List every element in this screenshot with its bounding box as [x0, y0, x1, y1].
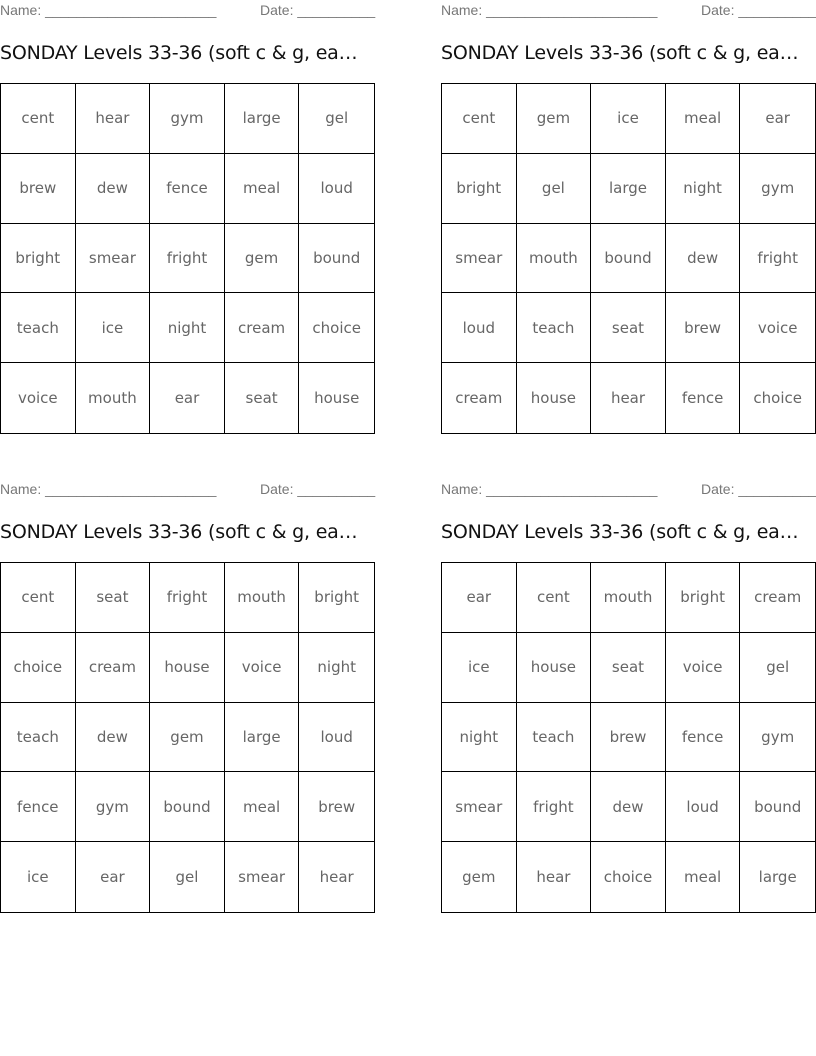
bingo-cell: house	[150, 633, 225, 703]
bingo-cell: loud	[666, 772, 741, 842]
bingo-cell: large	[225, 703, 300, 773]
name-date-line	[441, 479, 816, 499]
card-title: SONDAY Levels 33-36 (soft c & g, ea…	[0, 42, 358, 64]
bingo-cell: hear	[517, 842, 592, 912]
bingo-cell: smear	[442, 224, 517, 294]
bingo-cell: fence	[666, 703, 741, 773]
bingo-cell: ice	[76, 293, 151, 363]
bingo-cell: brew	[666, 293, 741, 363]
bingo-cell: cream	[225, 293, 300, 363]
name-field-label: Name: ______________________	[0, 481, 217, 497]
bingo-cell: dew	[76, 154, 151, 224]
bingo-cell: night	[666, 154, 741, 224]
name-date-line	[0, 479, 375, 499]
bingo-cell: ear	[76, 842, 151, 912]
bingo-cell: cent	[442, 84, 517, 154]
bingo-grid	[0, 562, 375, 913]
bingo-cell: bound	[150, 772, 225, 842]
bingo-cell: loud	[299, 154, 374, 224]
bingo-cell: teach	[1, 703, 76, 773]
bingo-cell: gym	[150, 84, 225, 154]
bingo-cell: brew	[591, 703, 666, 773]
bingo-cell: large	[591, 154, 666, 224]
bingo-cell: bright	[1, 224, 76, 294]
name-date-line	[0, 0, 375, 20]
bingo-cell: voice	[1, 363, 76, 433]
date-field-label: Date: __________	[260, 481, 376, 497]
bingo-cell: night	[150, 293, 225, 363]
bingo-cell: meal	[225, 154, 300, 224]
bingo-cell: gel	[740, 633, 815, 703]
bingo-cell: ear	[150, 363, 225, 433]
bingo-cell: seat	[591, 633, 666, 703]
bingo-cell: cent	[517, 563, 592, 633]
bingo-cell: bound	[591, 224, 666, 294]
bingo-cell: ear	[740, 84, 815, 154]
bingo-cell: cream	[76, 633, 151, 703]
bingo-cell: meal	[666, 842, 741, 912]
bingo-cell: smear	[225, 842, 300, 912]
bingo-cell: bound	[299, 224, 374, 294]
bingo-cell: house	[314, 389, 360, 408]
bingo-cell: smear	[442, 772, 517, 842]
bingo-cell: gem	[225, 224, 300, 294]
bingo-cell: house	[517, 363, 592, 433]
bingo-cell: teach	[1, 293, 76, 363]
bingo-cell: house	[517, 633, 592, 703]
bingo-cell: voice	[666, 633, 741, 703]
bingo-cell: choice	[591, 842, 666, 912]
bingo-grid	[441, 562, 816, 913]
bingo-cell: ice	[442, 633, 517, 703]
bingo-cell: seat	[225, 363, 300, 433]
bingo-cell: teach	[517, 703, 592, 773]
bingo-cell: gem	[517, 84, 592, 154]
bingo-cell: choice	[1, 633, 76, 703]
bingo-cell: fright	[150, 563, 225, 633]
bingo-cell: brew	[299, 772, 374, 842]
bingo-cell: night	[442, 703, 517, 773]
bingo-cell: dew	[76, 703, 151, 773]
bingo-cell: hear	[76, 84, 151, 154]
bingo-cell: large	[758, 868, 797, 887]
bingo-cell: night	[299, 633, 374, 703]
card-title: SONDAY Levels 33-36 (soft c & g, ea…	[0, 521, 358, 543]
bingo-cell: gem	[442, 842, 517, 912]
bingo-cell: gel	[517, 154, 592, 224]
name-field-label: Name: ______________________	[441, 2, 658, 18]
bingo-cell: gem	[150, 703, 225, 773]
bingo-cell: voice	[740, 293, 815, 363]
bingo-cell: bright	[299, 563, 374, 633]
bingo-cell: seat	[76, 563, 151, 633]
card-title: SONDAY Levels 33-36 (soft c & g, ea…	[441, 521, 799, 543]
date-field-label: Date: __________	[260, 2, 376, 18]
bingo-cell: ice	[1, 842, 76, 912]
bingo-grid	[0, 83, 375, 434]
bingo-cell: cent	[1, 84, 76, 154]
bingo-cell: smear	[76, 224, 151, 294]
bingo-cell: seat	[591, 293, 666, 363]
bingo-cell: voice	[225, 633, 300, 703]
bingo-cell: teach	[517, 293, 592, 363]
bingo-cell: loud	[299, 703, 374, 773]
bingo-cell: ice	[591, 84, 666, 154]
bingo-cell: gym	[76, 772, 151, 842]
bingo-cell: mouth	[517, 224, 592, 294]
bingo-cell: fence	[150, 154, 225, 224]
date-field-label: Date: __________	[701, 481, 816, 497]
bingo-cell: hear	[319, 868, 354, 887]
bingo-cell: bright	[666, 563, 741, 633]
bingo-cell: gel	[299, 84, 374, 154]
bingo-cell: gym	[740, 154, 815, 224]
name-date-line	[441, 0, 816, 20]
bingo-cell: cream	[740, 563, 815, 633]
bingo-grid	[441, 83, 816, 434]
bingo-cell: mouth	[225, 563, 300, 633]
bingo-cell: gym	[740, 703, 815, 773]
bingo-cell: dew	[591, 772, 666, 842]
name-field-label: Name: ______________________	[441, 481, 658, 497]
bingo-cell: choice	[299, 293, 374, 363]
bingo-cell: dew	[666, 224, 741, 294]
bingo-cell: fright	[150, 224, 225, 294]
name-field-label: Name: ______________________	[0, 2, 217, 18]
bingo-cell: meal	[225, 772, 300, 842]
bingo-cell: brew	[1, 154, 76, 224]
bingo-cell: cent	[1, 563, 76, 633]
bingo-cell: fence	[1, 772, 76, 842]
bingo-cell: ear	[442, 563, 517, 633]
bingo-cell: cream	[442, 363, 517, 433]
bingo-cell: bright	[442, 154, 517, 224]
bingo-cell: meal	[666, 84, 741, 154]
bingo-cell: fence	[666, 363, 741, 433]
bingo-cell: mouth	[591, 563, 666, 633]
bingo-cell: hear	[591, 363, 666, 433]
bingo-cell: gel	[150, 842, 225, 912]
bingo-cell: loud	[442, 293, 517, 363]
card-title: SONDAY Levels 33-36 (soft c & g, ea…	[441, 42, 799, 64]
bingo-cell: mouth	[76, 363, 151, 433]
bingo-cell: choice	[753, 389, 802, 408]
bingo-cell: large	[225, 84, 300, 154]
bingo-cell: bound	[740, 772, 815, 842]
date-field-label: Date: __________	[701, 2, 816, 18]
bingo-cell: fright	[517, 772, 592, 842]
bingo-cell: fright	[740, 224, 815, 294]
